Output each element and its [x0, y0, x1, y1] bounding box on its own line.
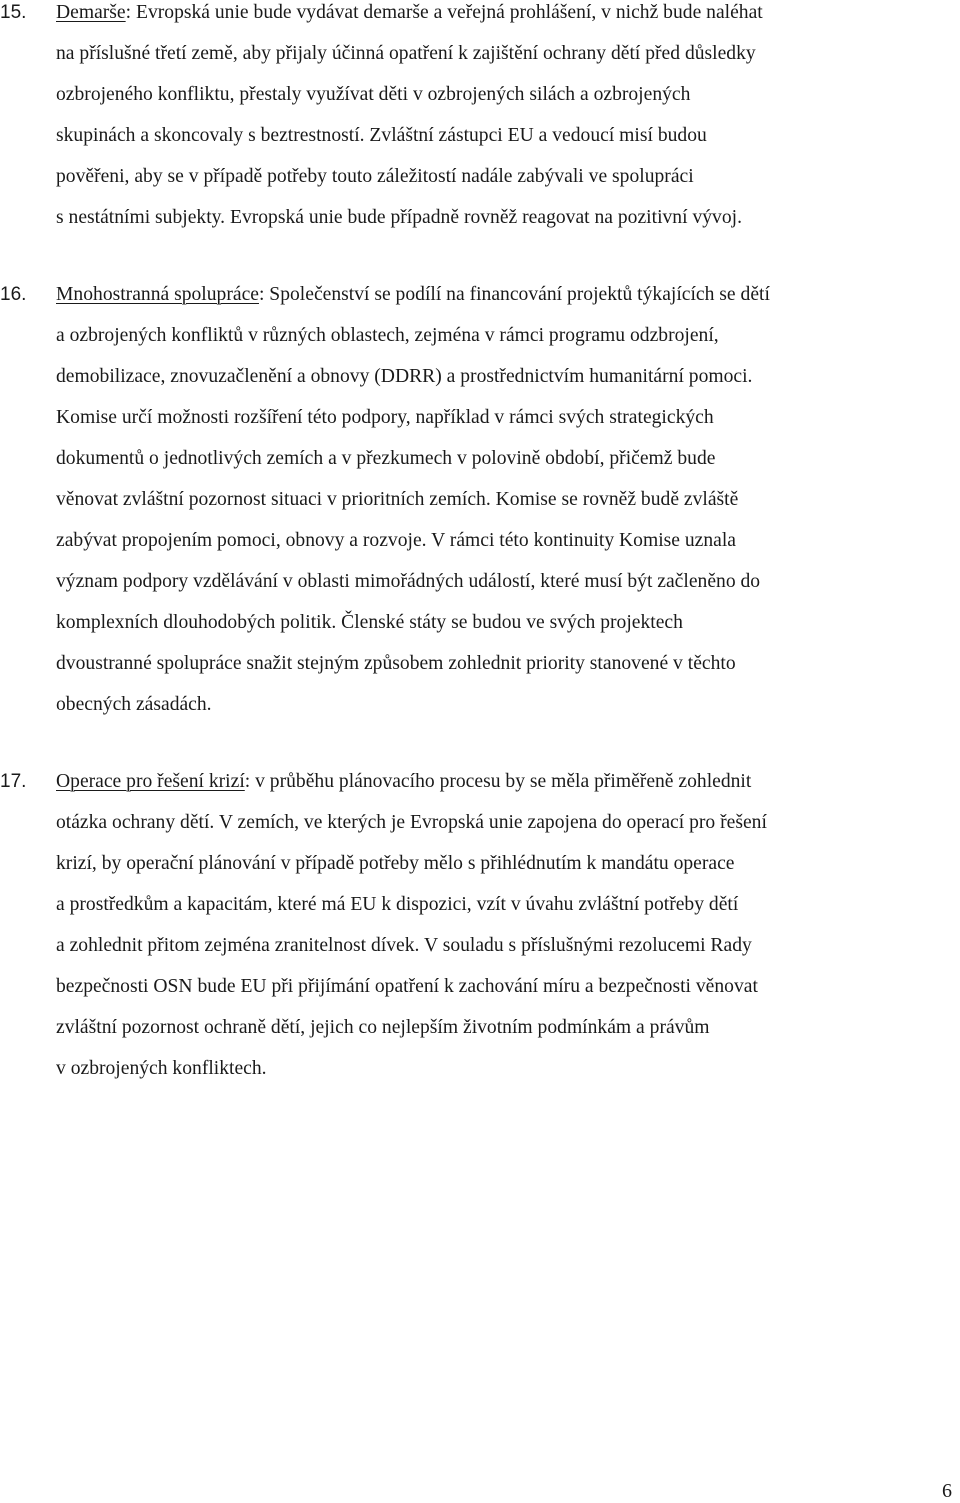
paragraph-first-line: [56, 770, 751, 794]
paragraph-line: a ozbrojených konfliktů v různých oblastech, zejména v rámci programu odzbrojení,: [56, 325, 719, 346]
paragraph-first-line-text: : Evropská unie bude vydávat demarše a veřejná prohlášení, v nichž bude naléhat: [125, 2, 763, 23]
paragraph-line: Komise určí možnosti rozšíření této podpory, například v rámci svých strategických: [56, 407, 714, 428]
paragraph-line: s nestátními subjekty. Evropská unie bude případně rovněž reagovat na pozitivní vývoj.: [56, 207, 742, 228]
paragraph-line: obecných zásadách.: [56, 694, 212, 715]
paragraph-heading: Operace pro řešení krizí: [56, 771, 245, 792]
paragraph-line: otázka ochrany dětí. V zemích, ve kterých je Evropská unie zapojena do operací pro řešení: [56, 812, 767, 833]
paragraph-heading: Demarše: [56, 2, 126, 23]
paragraph-line: zvláštní pozornost ochraně dětí, jejich co nejlepším životním podmínkám a právům: [56, 1017, 710, 1038]
paragraph-line: zabývat propojením pomoci, obnovy a rozvoje. V rámci této kontinuity Komise uznala: [56, 530, 737, 551]
paragraph-line: v ozbrojených konfliktech.: [56, 1058, 267, 1079]
paragraph-line: význam podpory vzdělávání v oblasti mimořádných událostí, které musí být začleněno do: [56, 571, 761, 592]
paragraph-line: komplexních dlouhodobých politik. Členské státy se budou ve svých projektech: [56, 612, 683, 633]
paragraph-number: 16.: [0, 284, 27, 305]
paragraph-heading: Mnohostranná spolupráce: [56, 284, 259, 305]
paragraph-line: na příslušné třetí země, aby přijaly účinná opatření k zajištění ochrany dětí před důsledky: [56, 43, 756, 64]
page-number: 6: [942, 1480, 952, 1502]
paragraph-line: a prostředkům a kapacitám, které má EU k dispozici, vzít v úvahu zvláštní potřeby dětí: [56, 894, 739, 915]
paragraph-line: věnovat zvláštní pozornost situaci v prioritních zemích. Komise se rovněž budě zvláště: [56, 489, 739, 510]
paragraph-line: dokumentů o jednotlivých zemích a v přezkumech v polovině období, přičemž bude: [56, 448, 716, 469]
paragraph-first-line-text: : Společenství se podílí na financování projektů týkajících se dětí: [258, 284, 770, 305]
paragraph-line: dvoustranné spolupráce snažit stejným způsobem zohlednit priority stanovené v těchto: [56, 653, 736, 674]
paragraph-line: krizí, by operační plánování v případě potřeby mělo s přihlédnutím k mandátu operace: [56, 853, 735, 874]
paragraph-first-line: [56, 283, 770, 307]
paragraph-first-line-text: : v průběhu plánovacího procesu by se měla přiměřeně zohlednit: [244, 771, 752, 792]
paragraph-line: pověřeni, aby se v případě potřeby touto záležitostí nadále zabývali ve spolupráci: [56, 166, 694, 187]
paragraph-line: skupinách a skoncovaly s beztrestností. Zvláštní zástupci EU a vedoucí misí budou: [56, 125, 707, 146]
paragraph-line: ozbrojeného konfliktu, přestaly využívat děti v ozbrojených silách a ozbrojených: [56, 84, 691, 105]
paragraph-line: a zohlednit přitom zejména zranitelnost dívek. V souladu s příslušnými rezolucemi Rady: [56, 935, 752, 956]
paragraph-number: 17.: [0, 771, 27, 792]
paragraph-number: 15.: [0, 2, 27, 23]
paragraph-line: bezpečnosti OSN bude EU při přijímání opatření k zachování míru a bezpečnosti věnovat: [56, 976, 758, 997]
paragraph-line: demobilizace, znovuzačlenění a obnovy (DDRR) a prostřednictvím humanitární pomoci.: [56, 366, 753, 387]
paragraph-first-line: [56, 1, 763, 25]
